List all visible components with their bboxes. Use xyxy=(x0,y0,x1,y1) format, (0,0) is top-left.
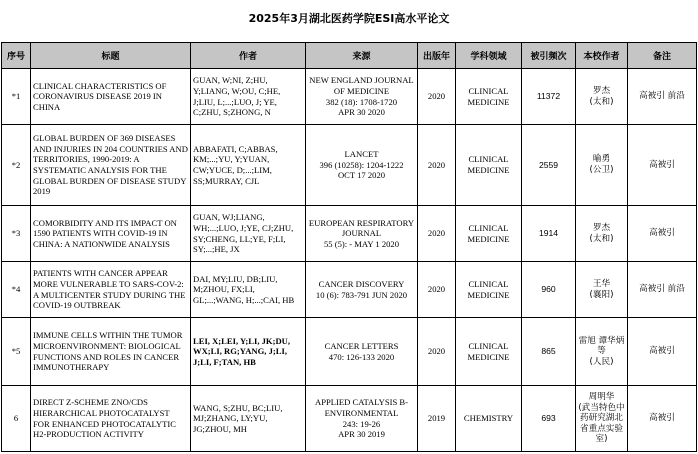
school-author-name: 雷旭 谭华炳等 xyxy=(578,335,625,357)
table-row xyxy=(2,318,697,386)
source-date: OCT 17 2020 xyxy=(337,170,386,181)
remark: 高被引 xyxy=(628,206,697,262)
school-author-name: 罗杰 xyxy=(592,222,611,233)
school-author-name: 王华 xyxy=(592,278,611,289)
row-index: *5 xyxy=(2,318,31,386)
source-journal: EUROPEAN RESPIRATORY JOURNAL xyxy=(308,217,415,239)
paper-source xyxy=(306,262,418,318)
page-title: 2025年3月湖北医药学院ESI高水平论文 xyxy=(248,12,450,25)
paper-source xyxy=(306,318,418,386)
citation-count: 865 xyxy=(522,318,576,386)
source-detail: 243: 19-26 xyxy=(342,418,381,429)
subject-field: CLINICAL MEDICINE xyxy=(456,318,522,386)
source-journal: APPLIED CATALYSIS B-ENVIRONMENTAL xyxy=(315,397,408,418)
table-row xyxy=(2,262,697,318)
row-index: *1 xyxy=(2,69,31,125)
column-header-citations: 被引频次 xyxy=(522,43,576,69)
subject-field: CLINICAL MEDICINE xyxy=(456,69,522,125)
citation-count: 11372 xyxy=(522,69,576,125)
publication-year: 2020 xyxy=(418,262,456,318)
publication-year: 2019 xyxy=(418,386,456,452)
row-index: *3 xyxy=(2,206,31,262)
column-header-remark: 备注 xyxy=(628,43,697,69)
paper-title: PATIENTS WITH CANCER APPEAR MORE VULNERABLE TO SARS-COV-2: A MULTICENTER STUDY DURING THE COVID-19 OUTBREAK xyxy=(31,262,191,318)
school-author xyxy=(576,386,628,452)
table-row xyxy=(2,386,697,452)
esi-papers-table xyxy=(1,42,697,452)
publication-year: 2020 xyxy=(418,206,456,262)
school-author-unit: (襄阳) xyxy=(589,289,614,300)
subject-field: CHEMISTRY xyxy=(456,386,522,452)
paper-title: IMMUNE CELLS WITHIN THE TUMOR MICROENVIRONMENT: BIOLOGICAL FUNCTIONS AND ROLES IN CANCER IMMUNOTHERAPY xyxy=(31,318,191,386)
paper-source xyxy=(306,125,418,206)
remark: 高被引 前沿 xyxy=(628,69,697,125)
subject-field: CLINICAL MEDICINE xyxy=(456,262,522,318)
column-header-authors: 作者 xyxy=(191,43,306,69)
school-author-unit: (人民) xyxy=(589,356,614,367)
remark: 高被引 前沿 xyxy=(628,262,697,318)
column-header-source: 来源 xyxy=(306,43,418,69)
school-author xyxy=(576,206,628,262)
school-author-unit: (武当特色中药研究湖北省重点实验室) xyxy=(578,402,625,445)
citation-count: 693 xyxy=(522,386,576,452)
paper-source xyxy=(306,206,418,262)
paper-authors: WANG, S;ZHU, BC;LIU, MJ;ZHANG, LY;YU, JG;ZHOU, MH xyxy=(191,386,306,452)
paper-title: CLINICAL CHARACTERISTICS OF CORONAVIRUS DISEASE 2019 IN CHINA xyxy=(31,69,191,125)
paper-authors: GUAN, WJ;LIANG, WH;...;LUO, J;YE, CJ;ZHU, SY;CHENG, LL;YE, F;LI, SY;...;HE, JX xyxy=(191,206,306,262)
source-detail: 396 (10258): 1204-1222 xyxy=(319,159,404,170)
school-author-unit: (太和) xyxy=(589,96,614,107)
school-author xyxy=(576,318,628,386)
paper-source xyxy=(306,69,418,125)
source-journal: NEW ENGLAND JOURNAL OF MEDICINE xyxy=(309,75,414,96)
remark: 高被引 xyxy=(628,386,697,452)
paper-authors: DAI, MY;LIU, DB;LIU, M;ZHOU, FX;LI, GL;...;WANG, H;...;CAI, HB xyxy=(191,262,306,318)
school-author-name: 喻勇 xyxy=(592,154,611,165)
table-row xyxy=(2,69,697,125)
school-author xyxy=(576,262,628,318)
column-header-field: 学科领域 xyxy=(456,43,522,69)
source-journal: CANCER DISCOVERY xyxy=(318,278,405,289)
table-row xyxy=(2,125,697,206)
school-author-unit: (太和) xyxy=(589,233,614,244)
row-index: *4 xyxy=(2,262,31,318)
source-detail: 470: 126-133 2020 xyxy=(328,351,395,362)
row-index: 6 xyxy=(2,386,31,452)
remark: 高被引 xyxy=(628,125,697,206)
publication-year: 2020 xyxy=(418,69,456,125)
row-index: *2 xyxy=(2,125,31,206)
source-detail: 10 (6): 783-791 JUN 2020 xyxy=(315,289,408,300)
paper-authors: LEI, X;LEI, Y;LI, JK;DU, WX;LI, RG;YANG, J;LI, J;LI, F;TAN, HB xyxy=(191,318,306,386)
citation-count: 2559 xyxy=(522,125,576,206)
table-header-row xyxy=(2,43,697,69)
paper-source xyxy=(306,386,418,452)
column-header-school-author: 本校作者 xyxy=(576,43,628,69)
school-author-name: 周明华 xyxy=(588,392,615,403)
remark: 高被引 xyxy=(628,318,697,386)
citation-count: 960 xyxy=(522,262,576,318)
paper-title: COMORBIDITY AND ITS IMPACT ON 1590 PATIENTS WITH COVID-19 IN CHINA: A NATIONWIDE ANALYSIS xyxy=(31,206,191,262)
source-detail: 55 (5): - MAY 1 2020 xyxy=(323,238,400,249)
source-date: APR 30 2020 xyxy=(338,107,385,118)
source-journal: CANCER LETTERS xyxy=(324,340,399,351)
citation-count: 1914 xyxy=(522,206,576,262)
source-date: APR 30 2019 xyxy=(338,429,385,440)
table-row xyxy=(2,206,697,262)
paper-title: GLOBAL BURDEN OF 369 DISEASES AND INJURIES IN 204 COUNTRIES AND TERRITORIES, 1990-2019: A SYSTEMATIC ANALYSIS FOR THE GLOBAL BURDEN OF DISEASE STUDY 2019 xyxy=(31,125,191,206)
school-author-unit: (公卫) xyxy=(589,165,614,175)
school-author xyxy=(576,69,628,125)
school-author xyxy=(576,125,628,206)
publication-year: 2020 xyxy=(418,318,456,386)
paper-authors: GUAN, W;NI, Z;HU, Y;LIANG, W;OU, C;HE, J;LIU, L;...;LUO, J; YE, C;ZHU, S;ZHONG, N xyxy=(191,69,306,125)
school-author-name: 罗杰 xyxy=(592,85,611,96)
paper-authors: ABBAFATI, C;ABBAS, KM;...;YU, Y;YUAN, CW;YUCE, D;...;LIM, SS;MURRAY, CJL xyxy=(191,125,306,206)
column-header-title: 标题 xyxy=(31,43,191,69)
publication-year: 2020 xyxy=(418,125,456,206)
subject-field: CLINICAL MEDICINE xyxy=(456,206,522,262)
subject-field: CLINICAL MEDICINE xyxy=(456,125,522,206)
column-header-year: 出版年 xyxy=(418,43,456,69)
column-header-index: 序号 xyxy=(2,43,31,69)
source-detail: 382 (18): 1708-1720 xyxy=(325,96,398,107)
source-journal: LANCET xyxy=(344,149,379,160)
paper-title: DIRECT Z-SCHEME ZNO/CDS HIERARCHICAL PHOTOCATALYST FOR ENHANCED PHOTOCATALYTIC H2-PRODUCTION ACTIVITY xyxy=(31,386,191,452)
